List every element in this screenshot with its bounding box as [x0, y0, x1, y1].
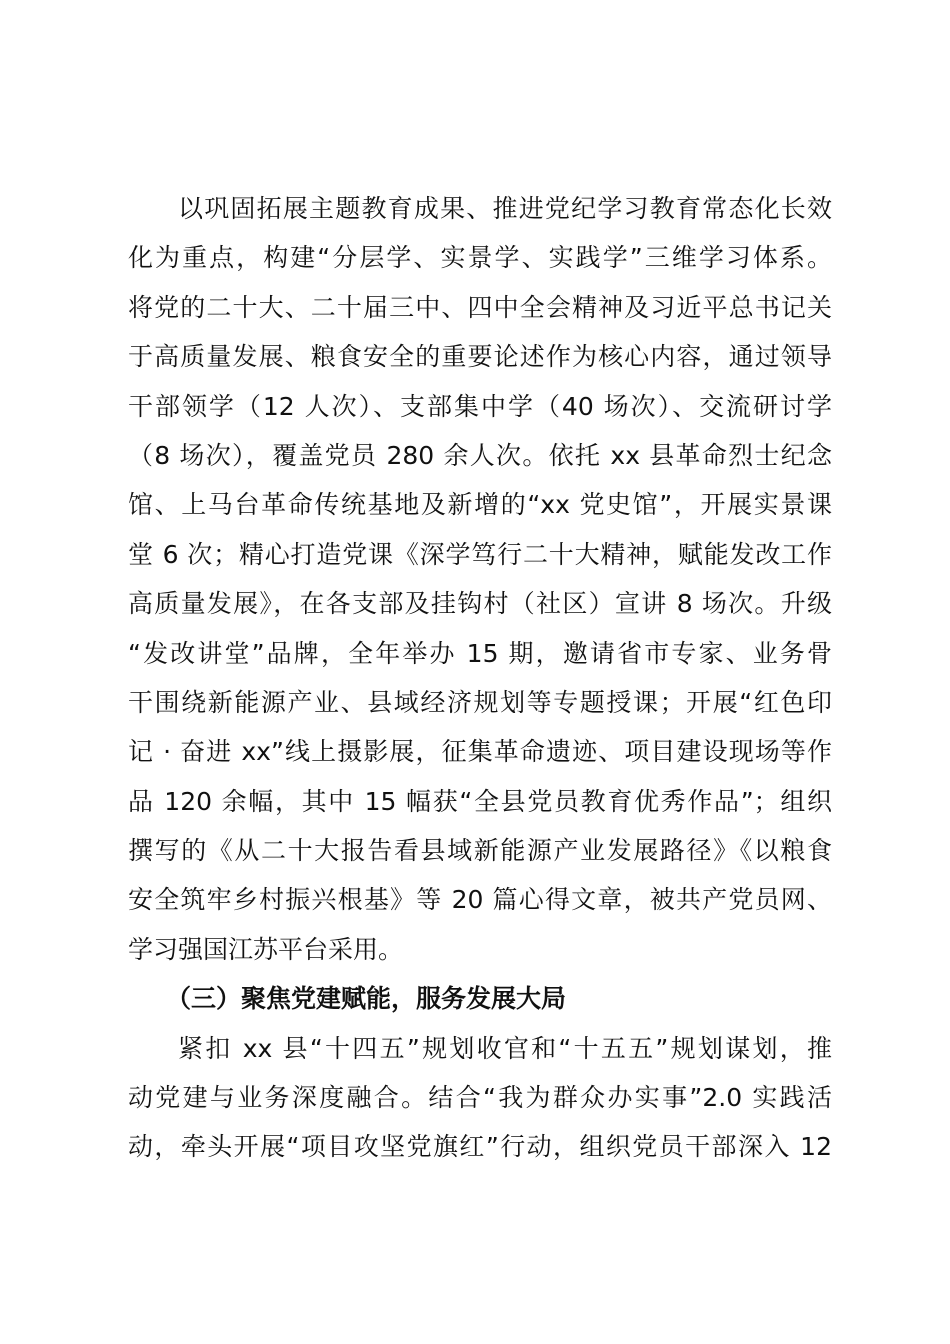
text-line: 高质量发展》，在各支部及挂钩村（社区）宣讲 8 场次。升级 — [128, 589, 832, 619]
text-line: 以巩固拓展主题教育成果、推进党纪学习教育常态化长效 — [178, 194, 832, 223]
text-line: 撰写的《从二十大报告看县域新能源产业发展路径》《以粮食 — [128, 836, 832, 866]
document-page — [128, 184, 832, 1172]
paragraph-party-building — [128, 1024, 832, 1172]
text-line: 安全筑牢乡村振兴根基》等 20 篇心得文章，被共产党员网、 — [128, 885, 832, 915]
text-line: 学习强国江苏平台采用。 — [128, 934, 404, 964]
text-line: 干部领学（12 人次）、支部集中学（40 场次）、交流研讨学 — [128, 391, 832, 421]
paragraph-study-system — [128, 184, 832, 974]
text-line: “发改讲堂”品牌，全年举办 15 期，邀请省市专家、业务骨 — [128, 638, 832, 668]
section-heading: （三）聚焦党建赋能，服务发展大局 — [166, 984, 567, 1014]
text-line: 堂 6 次；精心打造党课《深学笃行二十大精神，赋能发改工作 — [128, 539, 832, 569]
text-line: 品 120 余幅，其中 15 幅获“全县党员教育优秀作品”；组织 — [128, 786, 832, 816]
text-line: 将党的二十大、二十届三中、四中全会精神及习近平总书记关 — [128, 292, 832, 322]
text-line: 动，牵头开展“项目攻坚党旗红”行动，组织党员干部深入 12 — [128, 1132, 832, 1162]
text-line: 馆、上马台革命传统基地及新增的“xx 党史馆”，开展实景课 — [128, 490, 832, 520]
text-line: 化为重点，构建“分层学、实景学、实践学”三维学习体系。 — [128, 243, 832, 273]
text-line: 干围绕新能源产业、县域经济规划等专题授课；开展“红色印 — [128, 687, 832, 717]
text-line: 于高质量发展、粮食安全的重要论述作为核心内容，通过领导 — [128, 342, 832, 372]
text-line: 紧扣 xx 县“十四五”规划收官和“十五五”规划谋划，推 — [178, 1033, 832, 1063]
text-line: 动党建与业务深度融合。结合“我为群众办实事”2.0 实践活 — [128, 1083, 832, 1113]
text-line: 记 · 奋进 xx”线上摄影展，征集革命遗迹、项目建设现场等作 — [128, 737, 832, 767]
text-line: （8 场次），覆盖党员 280 余人次。依托 xx 县革命烈士纪念 — [128, 440, 832, 470]
